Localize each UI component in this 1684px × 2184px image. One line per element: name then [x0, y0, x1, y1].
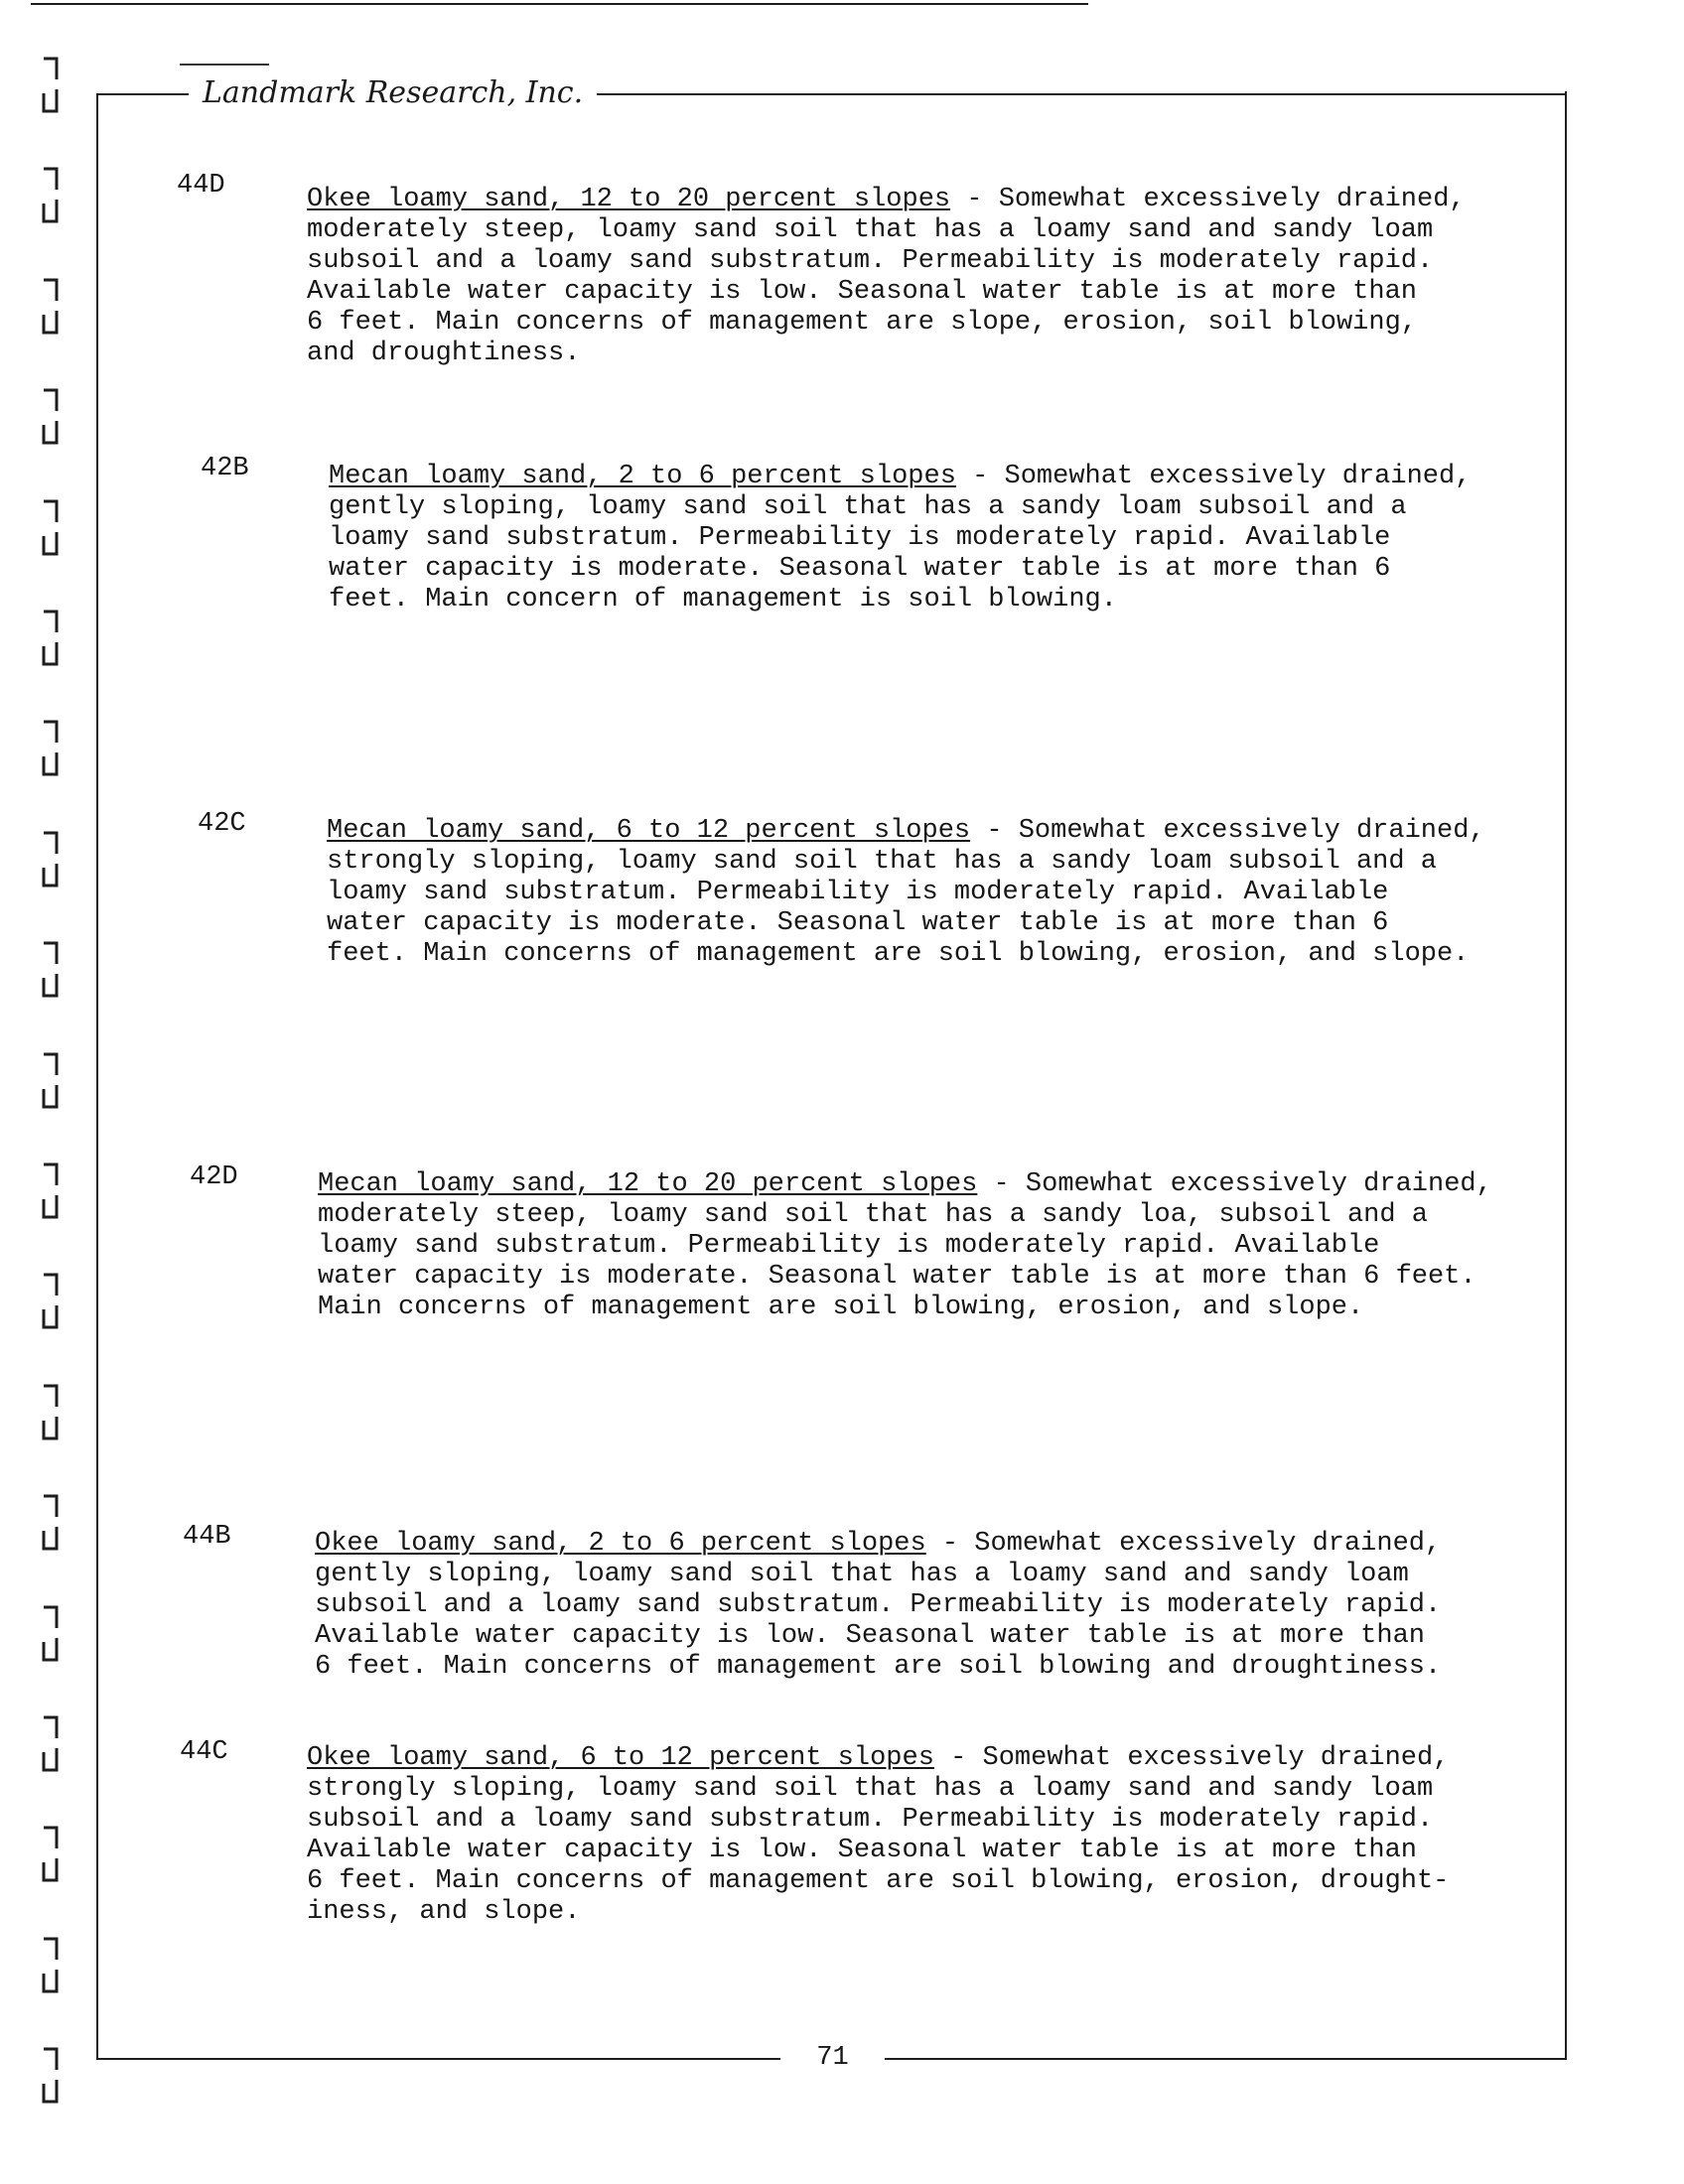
- binder-hole-mark: [40, 2046, 64, 2106]
- description-line: and droughtiness.: [307, 339, 581, 368]
- binder-hole-mark: [40, 166, 64, 225]
- description-text: - Somewhat excessively drained,: [993, 1169, 1492, 1199]
- description-line: [318, 1169, 1492, 1200]
- map-unit-code: 44C: [180, 1737, 228, 1767]
- frame-left-border: [96, 93, 98, 2060]
- company-letterhead: Landmark Research, Inc.: [189, 73, 597, 113]
- binder-hole-mark: [40, 498, 64, 558]
- description-line: Main concerns of management are soil blowing, erosion, and slope.: [318, 1293, 1364, 1322]
- description-text: - Somewhat excessively drained,: [941, 1529, 1442, 1559]
- description-line: subsoil and a loamy sand substratum. Permeability is moderately rapid.: [307, 246, 1434, 276]
- description-line: feet. Main concerns of management are soil blowing, erosion, and slope.: [327, 939, 1470, 969]
- binder-hole-mark: [40, 830, 64, 889]
- frame-right-border: [1565, 91, 1567, 2060]
- description-text: - Somewhat excessively drained,: [986, 816, 1485, 846]
- header-mark: [180, 64, 269, 66]
- description-line: water capacity is moderate. Seasonal water table is at more than 6 feet.: [318, 1262, 1476, 1292]
- description-line: gently sloping, loamy sand soil that has a sandy loam subsoil and a: [329, 492, 1407, 522]
- description-line: moderately steep, loamy sand soil that has a loamy sand and sandy loam: [307, 215, 1434, 245]
- description-line: feet. Main concern of management is soil blowing.: [329, 585, 1117, 614]
- map-unit-description: [327, 816, 1485, 970]
- binder-hole-mark: [40, 719, 64, 778]
- map-unit-code: 42C: [198, 809, 246, 839]
- page-number: 71: [780, 2039, 885, 2077]
- description-line: strongly sloping, loamy sand soil that has a loamy sand and sandy loam: [307, 1774, 1434, 1804]
- binder-hole-mark: [40, 1714, 64, 1774]
- binder-hole-mark: [40, 1825, 64, 1884]
- map-unit-name: Mecan loamy sand, 6 to 12 percent slopes: [327, 816, 971, 846]
- description-text: - Somewhat excessively drained,: [972, 462, 1472, 491]
- description-line: gently sloping, loamy sand soil that has a loamy sand and sandy loam: [315, 1560, 1409, 1589]
- binder-hole-mark: [40, 1493, 64, 1553]
- map-unit-name: Mecan loamy sand, 2 to 6 percent slopes: [329, 462, 956, 491]
- binder-hole-mark: [40, 609, 64, 668]
- description-line: 6 feet. Main concerns of management are soil blowing, erosion, drought-: [307, 1866, 1450, 1896]
- binder-hole-mark: [40, 940, 64, 1000]
- description-line: moderately steep, loamy sand soil that has a sandy loa, subsoil and a: [318, 1200, 1428, 1230]
- map-unit-name: Okee loamy sand, 6 to 12 percent slopes: [307, 1743, 934, 1773]
- map-unit-description: [318, 1169, 1492, 1323]
- map-unit-code: 44B: [183, 1522, 231, 1552]
- binder-hole-mark: [40, 1383, 64, 1442]
- description-line: subsoil and a loamy sand substratum. Permeability is moderately rapid.: [315, 1590, 1442, 1620]
- description-line: water capacity is moderate. Seasonal water table is at more than 6: [329, 554, 1391, 584]
- description-line: 6 feet. Main concerns of management are soil blowing and droughtiness.: [315, 1652, 1442, 1682]
- description-line: loamy sand substratum. Permeability is moderately rapid. Available: [327, 878, 1389, 907]
- description-text: - Somewhat excessively drained,: [966, 185, 1466, 214]
- description-line: [327, 816, 1485, 847]
- map-unit-code: 44D: [177, 171, 225, 201]
- description-line: iness, and slope.: [307, 1897, 581, 1927]
- map-unit-name: Okee loamy sand, 12 to 20 percent slopes: [307, 185, 951, 214]
- binder-hole-mark: [40, 1272, 64, 1331]
- description-line: Available water capacity is low. Seasonal water table is at more than: [315, 1621, 1425, 1651]
- description-line: loamy sand substratum. Permeability is moderately rapid. Available: [318, 1231, 1380, 1261]
- description-line: [307, 1743, 1449, 1774]
- description-line: loamy sand substratum. Permeability is moderately rapid. Available: [329, 523, 1391, 553]
- map-unit-code: 42B: [201, 454, 249, 483]
- map-unit-description: [307, 1743, 1449, 1928]
- binder-hole-mark: [40, 277, 64, 337]
- description-line: [307, 185, 1466, 215]
- map-unit-name: Okee loamy sand, 2 to 6 percent slopes: [315, 1529, 926, 1559]
- description-line: subsoil and a loamy sand substratum. Permeability is moderately rapid.: [307, 1805, 1434, 1835]
- binder-hole-mark: [40, 1604, 64, 1664]
- map-unit-name: Mecan loamy sand, 12 to 20 percent slopes: [318, 1169, 978, 1199]
- binder-hole-mark: [40, 56, 64, 115]
- description-line: Available water capacity is low. Seasonal water table is at more than: [307, 1836, 1417, 1865]
- binder-hole-mark: [40, 1051, 64, 1111]
- binder-hole-mark: [40, 1161, 64, 1221]
- description-line: [329, 462, 1471, 492]
- map-unit-code: 42D: [190, 1162, 238, 1192]
- description-line: [315, 1529, 1441, 1560]
- description-line: Available water capacity is low. Seasonal water table is at more than: [307, 277, 1417, 307]
- map-unit-description: [329, 462, 1471, 615]
- page-top-rule: [31, 3, 1088, 5]
- description-line: 6 feet. Main concerns of management are slope, erosion, soil blowing,: [307, 308, 1417, 338]
- binder-hole-mark: [40, 1936, 64, 1995]
- binder-hole-mark: [40, 387, 64, 447]
- description-line: strongly sloping, loamy sand soil that has a sandy loam subsoil and a: [327, 847, 1437, 877]
- map-unit-description: [307, 185, 1466, 369]
- description-text: - Somewhat excessively drained,: [950, 1743, 1450, 1773]
- map-unit-description: [315, 1529, 1441, 1683]
- description-line: water capacity is moderate. Seasonal water table is at more than 6: [327, 908, 1389, 938]
